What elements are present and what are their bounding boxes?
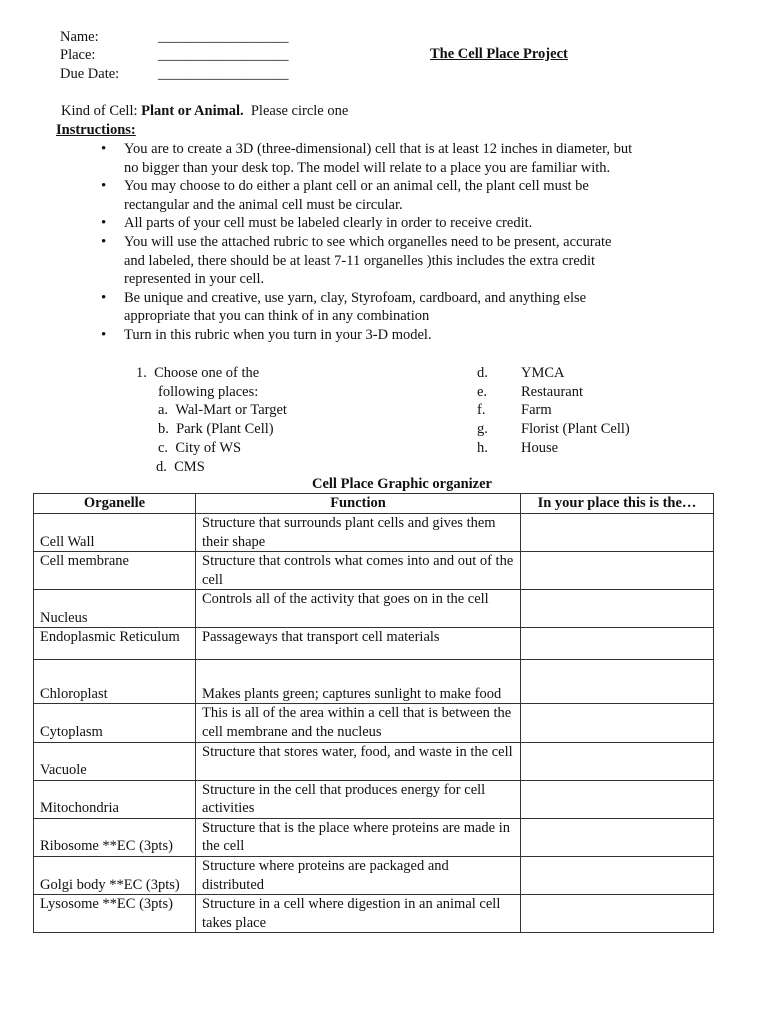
page-title: The Cell Place Project bbox=[430, 46, 568, 62]
organelle-cell: Golgi body **EC (3pts) bbox=[34, 856, 196, 894]
place-field[interactable]: __________________ bbox=[158, 47, 289, 63]
function-cell: This is all of the area within a cell that is between the cell membrane and the nucleus bbox=[196, 704, 521, 742]
answer-cell[interactable] bbox=[521, 780, 714, 818]
organelle-cell: Cell Wall bbox=[34, 514, 196, 552]
kind-options[interactable]: Plant or Animal. bbox=[141, 103, 244, 119]
kind-prefix: Kind of Cell: bbox=[61, 103, 142, 119]
answer-cell[interactable] bbox=[521, 628, 714, 660]
organelle-cell: Nucleus bbox=[34, 590, 196, 628]
header-organelle: Organelle bbox=[34, 494, 196, 514]
organelle-cell: Mitochondria bbox=[34, 780, 196, 818]
table-row bbox=[34, 856, 714, 894]
places-right-letters: d. e. f. g. h. bbox=[477, 365, 488, 456]
bullet-icon: • bbox=[101, 141, 107, 157]
kind-suffix: Please circle one bbox=[243, 103, 349, 119]
answer-cell[interactable] bbox=[521, 856, 714, 894]
instruction-text: You may choose to do either a plant cell or an animal cell, the plant cell must be rectangular and the animal cell must be circular. bbox=[124, 178, 589, 213]
header-place: In your place this is the… bbox=[521, 494, 714, 514]
bullet-icon: • bbox=[101, 289, 107, 306]
organelle-cell: Cytoplasm bbox=[34, 704, 196, 742]
answer-cell[interactable] bbox=[521, 590, 714, 628]
function-cell: Structure in a cell where digestion in an animal cell takes place bbox=[196, 895, 521, 933]
kind-of-cell bbox=[61, 103, 348, 120]
function-cell: Structure that is the place where proteins are made in the cell bbox=[196, 818, 521, 856]
bullet-icon: • bbox=[101, 178, 107, 195]
organelle-cell: Cell membrane bbox=[34, 552, 196, 590]
places-intro-2: following places: bbox=[158, 383, 259, 400]
function-cell: Structure that surrounds plant cells and gives them their shape bbox=[196, 514, 521, 552]
answer-cell[interactable] bbox=[521, 742, 714, 780]
places-number: 1. bbox=[136, 365, 147, 381]
function-cell: Structure where proteins are packaged and distributed bbox=[196, 856, 521, 894]
place-option: c. City of WS bbox=[158, 439, 242, 456]
instruction-text: You will use the attached rubric to see which organelles need to be present, accurate and labeled, there should be at least 7-11 organelles )this includes the extra credit represented in your cell. bbox=[124, 233, 612, 288]
function-cell: Makes plants green; captures sunlight to make food bbox=[196, 660, 521, 704]
answer-cell[interactable] bbox=[521, 514, 714, 552]
places-left-list bbox=[136, 364, 287, 476]
organelle-cell: Vacuole bbox=[34, 742, 196, 780]
place-option: d. CMS bbox=[156, 458, 205, 475]
instruction-text: Be unique and creative, use yarn, clay, Styrofoam, cardboard, and anything else appropriate that you can think of in any combination bbox=[124, 289, 587, 325]
place-option: YMCA bbox=[521, 365, 565, 381]
table-row bbox=[34, 514, 714, 552]
place-option: b. Park (Plant Cell) bbox=[158, 421, 274, 438]
list-item bbox=[0, 177, 634, 214]
answer-cell[interactable] bbox=[521, 552, 714, 590]
name-field[interactable]: __________________ bbox=[158, 29, 289, 45]
list-item bbox=[0, 140, 634, 177]
function-cell: Structure that controls what comes into and out of the cell bbox=[196, 552, 521, 590]
table-row bbox=[34, 780, 714, 818]
organelle-cell: Endoplasmic Reticulum bbox=[34, 628, 196, 660]
organelle-cell: Lysosome **EC (3pts) bbox=[34, 895, 196, 933]
table-row bbox=[34, 628, 714, 660]
table-row bbox=[34, 704, 714, 742]
table-row bbox=[34, 590, 714, 628]
instructions-list bbox=[0, 140, 680, 345]
instruction-text: Turn in this rubric when you turn in your 3-D model. bbox=[124, 326, 432, 343]
function-cell: Structure in the cell that produces energy for cell activities bbox=[196, 780, 521, 818]
bullet-icon: • bbox=[101, 326, 107, 343]
organelle-cell: Ribosome **EC (3pts) bbox=[34, 818, 196, 856]
places-right-list bbox=[521, 364, 630, 458]
table-row bbox=[34, 895, 714, 933]
instructions-title: Instructions: bbox=[56, 122, 136, 138]
due-date-label: Due Date: bbox=[60, 66, 120, 82]
place-option: Farm bbox=[521, 402, 552, 419]
due-date-field[interactable]: __________________ bbox=[158, 66, 289, 82]
organizer-table bbox=[33, 493, 714, 933]
name-label: Name: bbox=[60, 29, 99, 45]
function-cell: Passageways that transport cell materials bbox=[196, 628, 521, 660]
list-item bbox=[0, 214, 634, 233]
instruction-text: All parts of your cell must be labeled clearly in order to receive credit. bbox=[124, 215, 533, 232]
answer-cell[interactable] bbox=[521, 660, 714, 704]
list-item bbox=[0, 326, 634, 345]
function-cell: Controls all of the activity that goes on in the cell bbox=[196, 590, 521, 628]
answer-cell[interactable] bbox=[521, 818, 714, 856]
table-row bbox=[34, 552, 714, 590]
place-option: a. Wal-Mart or Target bbox=[158, 402, 287, 419]
answer-cell[interactable] bbox=[521, 704, 714, 742]
list-item bbox=[0, 289, 634, 326]
header-function: Function bbox=[196, 494, 521, 514]
places-intro-1: Choose one of the bbox=[154, 365, 260, 381]
table-row bbox=[34, 742, 714, 780]
table-row bbox=[34, 660, 714, 704]
function-cell: Structure that stores water, food, and waste in the cell bbox=[196, 742, 521, 780]
place-option: Restaurant bbox=[521, 383, 584, 400]
instruction-text: You are to create a 3D (three-dimensional) cell that is at least 12 inches in diameter, but no bigger than your desk top. The model will relate to a place you are familiar with. bbox=[124, 141, 633, 176]
bullet-icon: • bbox=[101, 233, 107, 250]
list-item bbox=[0, 233, 634, 289]
organizer-title: Cell Place Graphic organizer bbox=[312, 476, 492, 492]
answer-cell[interactable] bbox=[521, 895, 714, 933]
table-row bbox=[34, 818, 714, 856]
organelle-cell: Chloroplast bbox=[34, 660, 196, 704]
place-label: Place: bbox=[60, 47, 96, 63]
bullet-icon: • bbox=[101, 215, 107, 232]
place-option: House bbox=[521, 439, 559, 456]
place-option: Florist (Plant Cell) bbox=[521, 421, 630, 438]
